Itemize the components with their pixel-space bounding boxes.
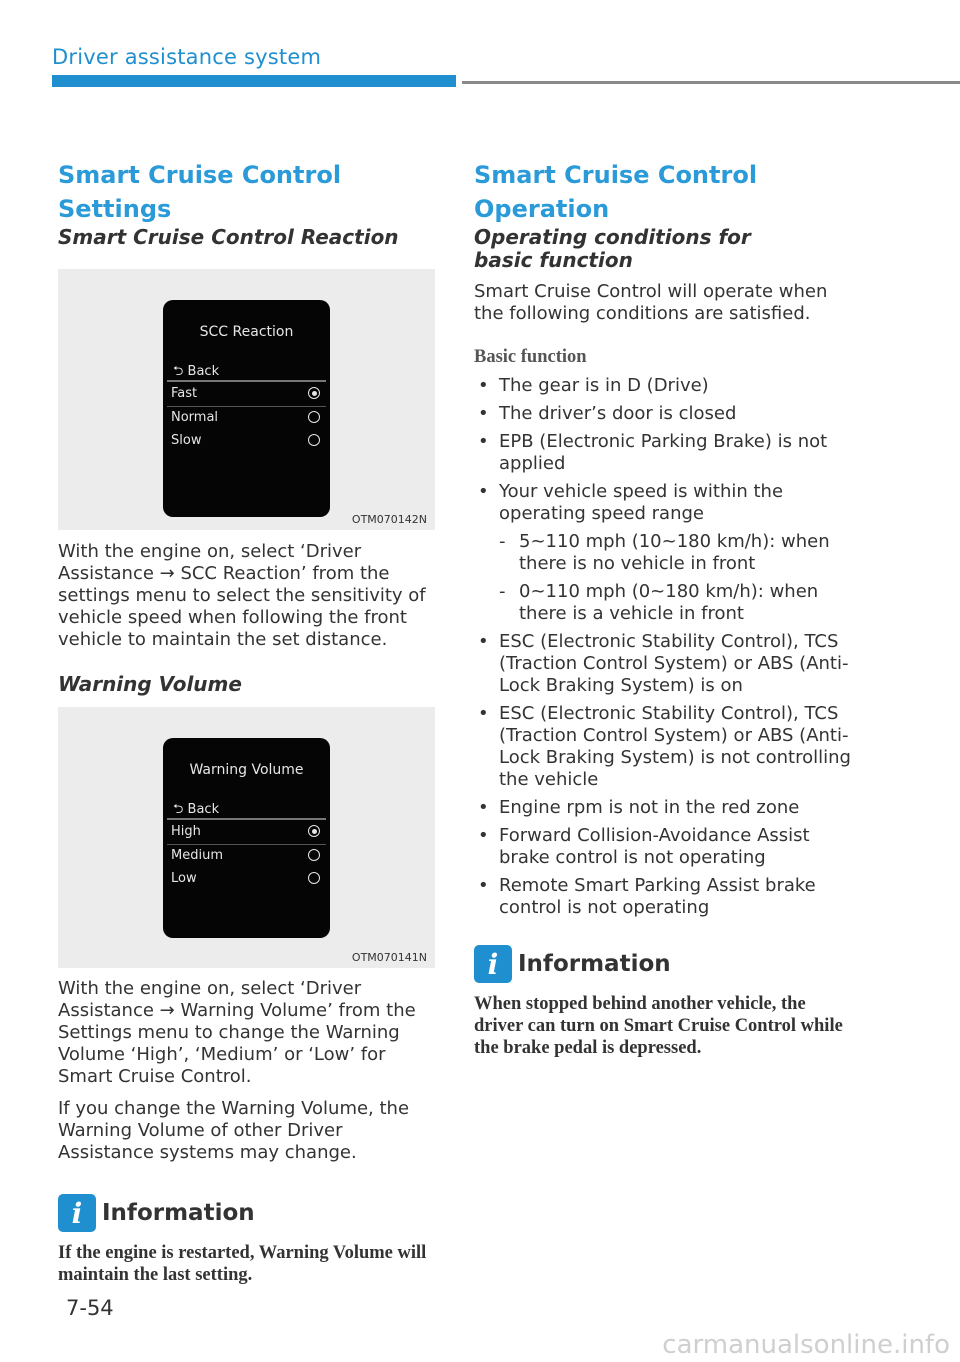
section-title-operation: Smart Cruise Control Operation xyxy=(474,161,758,223)
radio-icon xyxy=(308,849,320,861)
cluster-screen xyxy=(163,300,330,517)
menu-option-normal xyxy=(171,407,322,429)
list-item: • Engine rpm is not in the red zone xyxy=(474,797,854,819)
menu-divider xyxy=(167,380,326,382)
radio-selected-icon xyxy=(308,825,320,837)
info-text: If the engine is restarted, Warning Volume will maintain the last setting. xyxy=(58,1243,427,1285)
figure-warning-volume xyxy=(58,707,435,968)
list-item: • The gear is in D (Drive) xyxy=(474,375,854,397)
speed-range-list xyxy=(499,531,854,625)
menu-option-slow xyxy=(171,430,322,452)
header-title: Driver assistance system xyxy=(52,45,322,69)
menu-option-fast xyxy=(171,383,322,405)
info-box-right xyxy=(474,945,854,1059)
list-item: • ESC (Electronic Stability Control), TCS (Traction Control System) or ABS (Anti-Lock Braking System) is not controlling the vehicle xyxy=(474,703,854,791)
figure-scc-reaction xyxy=(58,269,435,530)
watermark: carmanualsonline.info xyxy=(662,1330,950,1360)
header-accent-bar xyxy=(52,75,456,87)
info-header xyxy=(474,945,854,983)
paragraph-intro: Smart Cruise Control will operate when the following conditions are satisfied. xyxy=(474,281,828,324)
subtitle-warning-volume: Warning Volume xyxy=(58,672,242,696)
radio-selected-icon xyxy=(308,387,320,399)
page-number: 7-54 xyxy=(66,1296,114,1320)
paragraph-volume-change: If you change the Warning Volume, the Warning Volume of other Driver Assistance systems may change. xyxy=(58,1098,410,1163)
list-item-text: Your vehicle speed is within the operating speed range xyxy=(499,481,784,524)
option-label: Medium xyxy=(171,848,223,863)
menu-divider xyxy=(167,818,326,820)
sub-list-item: - 0~110 mph (0~180 km/h): when there is a vehicle in front xyxy=(499,581,854,625)
list-item: • EPB (Electronic Parking Brake) is not applied xyxy=(474,431,854,475)
figure-code: OTM070141N xyxy=(351,951,427,964)
subtitle-operating-conditions: Operating conditions for basic function xyxy=(474,225,751,272)
list-item-speed xyxy=(474,481,854,625)
menu-option-low xyxy=(171,868,322,890)
paragraph-warning-volume: With the engine on, select ‘Driver Assistance → Warning Volume’ from the Settings menu to change the Warning Volume ‘High’, ‘Medium’ or ‘Low’ for Smart Cruise Control. xyxy=(58,978,416,1087)
screen-title: Warning Volume xyxy=(189,762,304,778)
back-label: ⮌ Back xyxy=(173,364,220,379)
list-item: • The driver’s door is closed xyxy=(474,403,854,425)
info-title: Information xyxy=(102,1200,255,1226)
option-label: Low xyxy=(171,871,197,886)
paragraph-reaction: With the engine on, select ‘Driver Assistance → SCC Reaction’ from the settings menu to select the sensitivity of vehicle speed when following the front vehicle to maintain the set distance. xyxy=(58,541,426,650)
menu-option-high xyxy=(171,821,322,843)
info-icon: i xyxy=(474,945,512,983)
header-rule xyxy=(462,81,960,84)
option-label: High xyxy=(171,824,201,839)
list-item: • Forward Collision-Avoidance Assist brake control is not operating xyxy=(474,825,854,869)
info-text: When stopped behind another vehicle, the driver can turn on Smart Cruise Control while the brake pedal is depressed. xyxy=(474,994,843,1058)
radio-icon xyxy=(308,872,320,884)
list-item: • ESC (Electronic Stability Control), TCS (Traction Control System) or ABS (Anti-Lock Braking System) is on xyxy=(474,631,854,697)
list-item: • Remote Smart Parking Assist brake control is not operating xyxy=(474,875,854,919)
sub-list-item: - 5~110 mph (10~180 km/h): when there is no vehicle in front xyxy=(499,531,854,575)
conditions-list xyxy=(474,375,854,919)
left-column xyxy=(58,158,438,1286)
right-column xyxy=(474,158,854,1059)
section-title-settings: Smart Cruise Control Settings xyxy=(58,161,342,223)
figure-code: OTM070142N xyxy=(351,513,427,526)
option-label: Fast xyxy=(171,386,198,401)
cluster-screen xyxy=(163,738,330,938)
info-title: Information xyxy=(518,951,671,977)
label-basic-function: Basic function xyxy=(474,347,587,367)
radio-icon xyxy=(308,411,320,423)
subtitle-reaction: Smart Cruise Control Reaction xyxy=(58,225,399,249)
screen-title: SCC Reaction xyxy=(199,324,294,340)
option-label: Normal xyxy=(171,410,219,425)
info-icon: i xyxy=(58,1194,96,1232)
back-label: ⮌ Back xyxy=(173,802,220,817)
menu-option-medium xyxy=(171,845,322,867)
info-header xyxy=(58,1194,438,1232)
info-box-left xyxy=(58,1194,438,1286)
option-label: Slow xyxy=(171,433,202,448)
radio-icon xyxy=(308,434,320,446)
